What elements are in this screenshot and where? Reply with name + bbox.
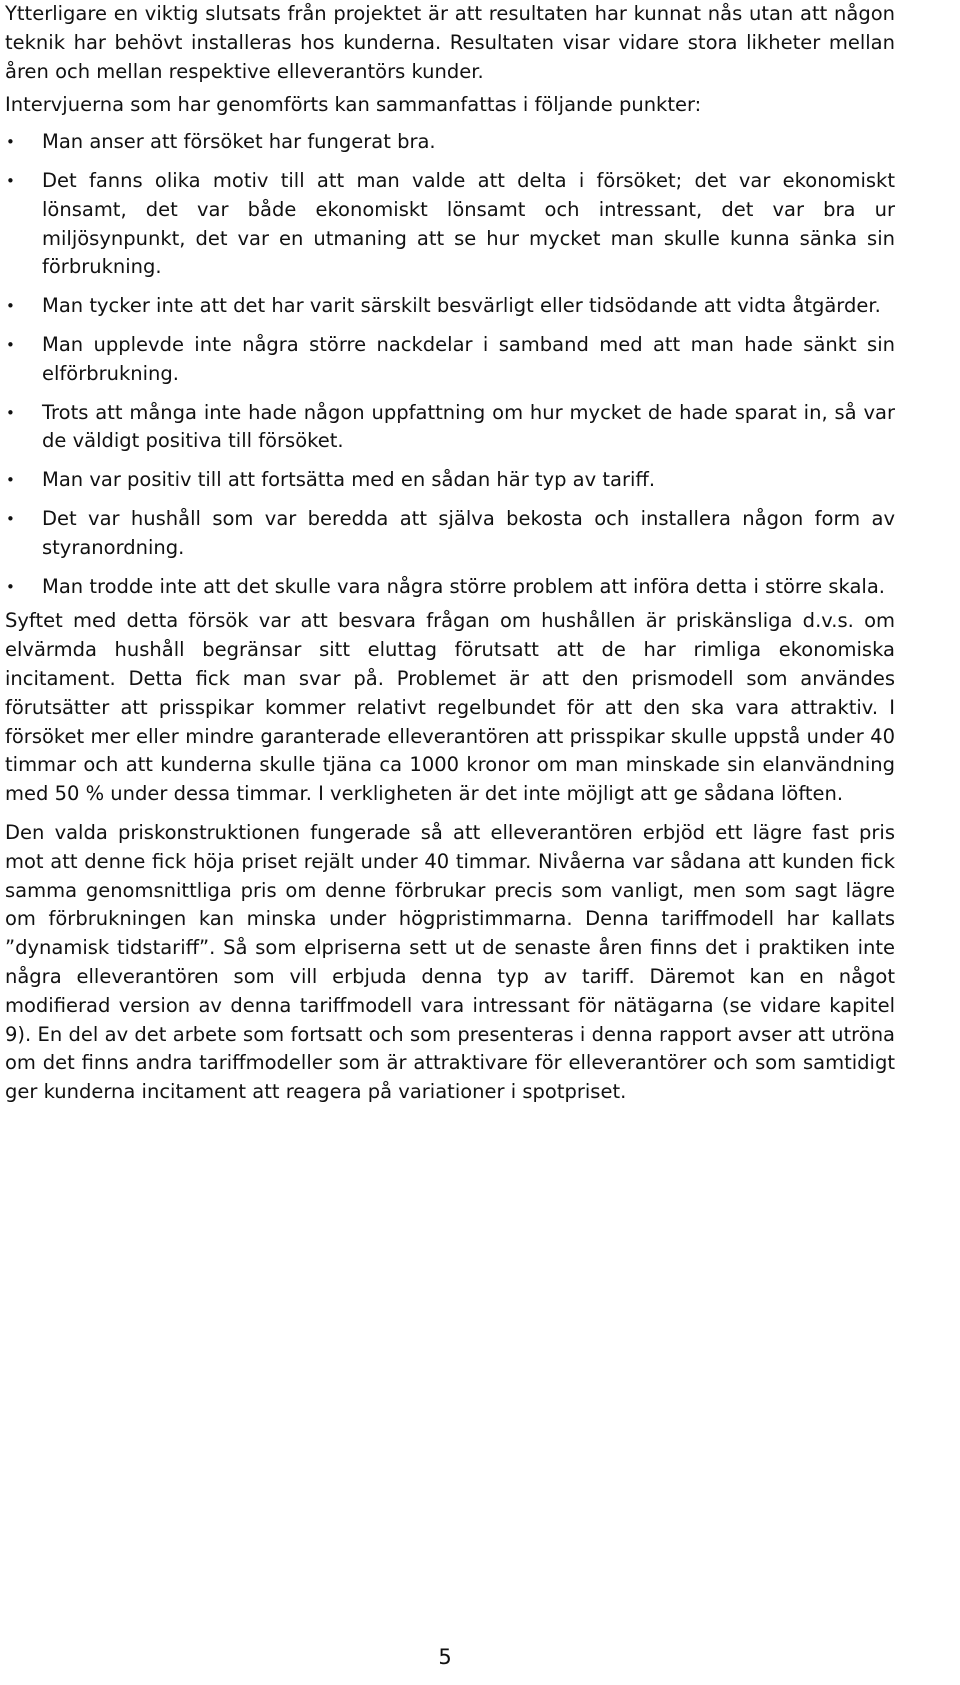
bullet-icon: • <box>6 171 15 190</box>
paragraph-interviews-intro: Intervjuerna som har genomförts kan sammanfattas i följande punkter: <box>5 93 702 117</box>
list-item <box>5 128 895 157</box>
list-item-text: Man trodde inte att det skulle vara några större problem att införa detta i större skala. <box>42 574 885 598</box>
list-item <box>5 292 895 321</box>
bullet-icon: • <box>6 335 15 354</box>
interview-summary-list <box>5 128 895 601</box>
list-item-text: Man upplevde inte några större nackdelar i samband med att man hade sänkt sin elförbrukning. <box>42 332 895 385</box>
document-page <box>5 0 895 1107</box>
bullet-icon: • <box>6 509 15 528</box>
bullet-icon: • <box>6 297 15 316</box>
list-item <box>5 466 895 495</box>
page-number: 5 <box>438 1645 452 1669</box>
list-item <box>5 167 895 282</box>
list-item-text: Man var positiv till att fortsätta med en sådan här typ av tariff. <box>42 468 656 492</box>
list-item-text: Det fanns olika motiv till att man valde att delta i försöket; det var ekonomiskt lönsamt, det var både ekonomiskt lönsamt och intressant, det var bra ur miljösynpunkt, det var en utmaning att se hur mycket man skulle kunna sänka sin förbrukning. <box>42 168 895 279</box>
list-item <box>5 399 895 457</box>
list-item-text: Trots att många inte hade någon uppfattning om hur mycket de hade sparat in, så var de väldigt positiva till försöket. <box>42 400 895 453</box>
bullet-icon: • <box>6 577 15 596</box>
list-item-text: Man tycker inte att det har varit särskilt besvärligt eller tidsödande att vidta åtgärder. <box>42 294 881 318</box>
list-item <box>5 331 895 389</box>
list-item-text: Det var hushåll som var beredda att själva bekosta och installera någon form av styranordning. <box>42 506 895 559</box>
bullet-icon: • <box>6 133 15 152</box>
paragraph-purpose: Syftet med detta försök var att besvara frågan om hushållen är priskänsliga d.v.s. om elvärmda hushåll begränsar sitt eluttag förutsatt att de har rimliga ekonomiska incitament. Detta fick man svar på. Problemet är att den prismodell som användes förutsätter att prisspikar kommer relativt regelbundet för att den ska vara attraktiv. I försöket mer eller mindre garanterade elleverantören att prisspikar skulle uppstå under 40 timmar och att kunderna skulle tjäna ca 1000 kronor om man minskade sin elanvändning med 50 % under dessa timmar. I verkligheten är det inte möjligt att ge sådana löften. <box>5 609 895 806</box>
paragraph-price-construction: Den valda priskonstruktionen fungerade så att elleverantören erbjöd ett lägre fast pris mot att denne fick höja priset rejält under 40 timmar. Nivåerna var sådana att kunden fick samma genomsnittliga pris om denne förbrukar precis som vanligt, men som sagt lägre om förbrukningen kan minska under högpristimmarna. Denna tariffmodell har kallats ”dynamisk tidstariff”. Så som elpriserna sett ut de senaste åren finns det i praktiken inte några elleverantören som vill erbjuda denna typ av tariff. Däremot kan en något modifierad version av denna tariffmodell vara intressant för nätägarna (se vidare kapitel 9). En del av det arbete som fortsatt och som presenteras i denna rapport avser att utröna om det finns andra tariffmodeller som är attraktivare för elleverantörer och som samtidigt ger kunderna incitament att reagera på variationer i spotpriset. <box>5 820 895 1104</box>
bullet-icon: • <box>6 403 15 422</box>
paragraph-conclusion: Ytterligare en viktig slutsats från projektet är att resultaten har kunnat nås utan att någon teknik har behövt installeras hos kunderna. Resultaten visar vidare stora likheter mellan åren och mellan respektive elleverantörs kunder. <box>5 2 895 83</box>
list-item <box>5 505 895 563</box>
bullet-icon: • <box>6 471 15 490</box>
list-item-text: Man anser att försöket har fungerat bra. <box>42 130 436 154</box>
list-item <box>5 573 895 602</box>
